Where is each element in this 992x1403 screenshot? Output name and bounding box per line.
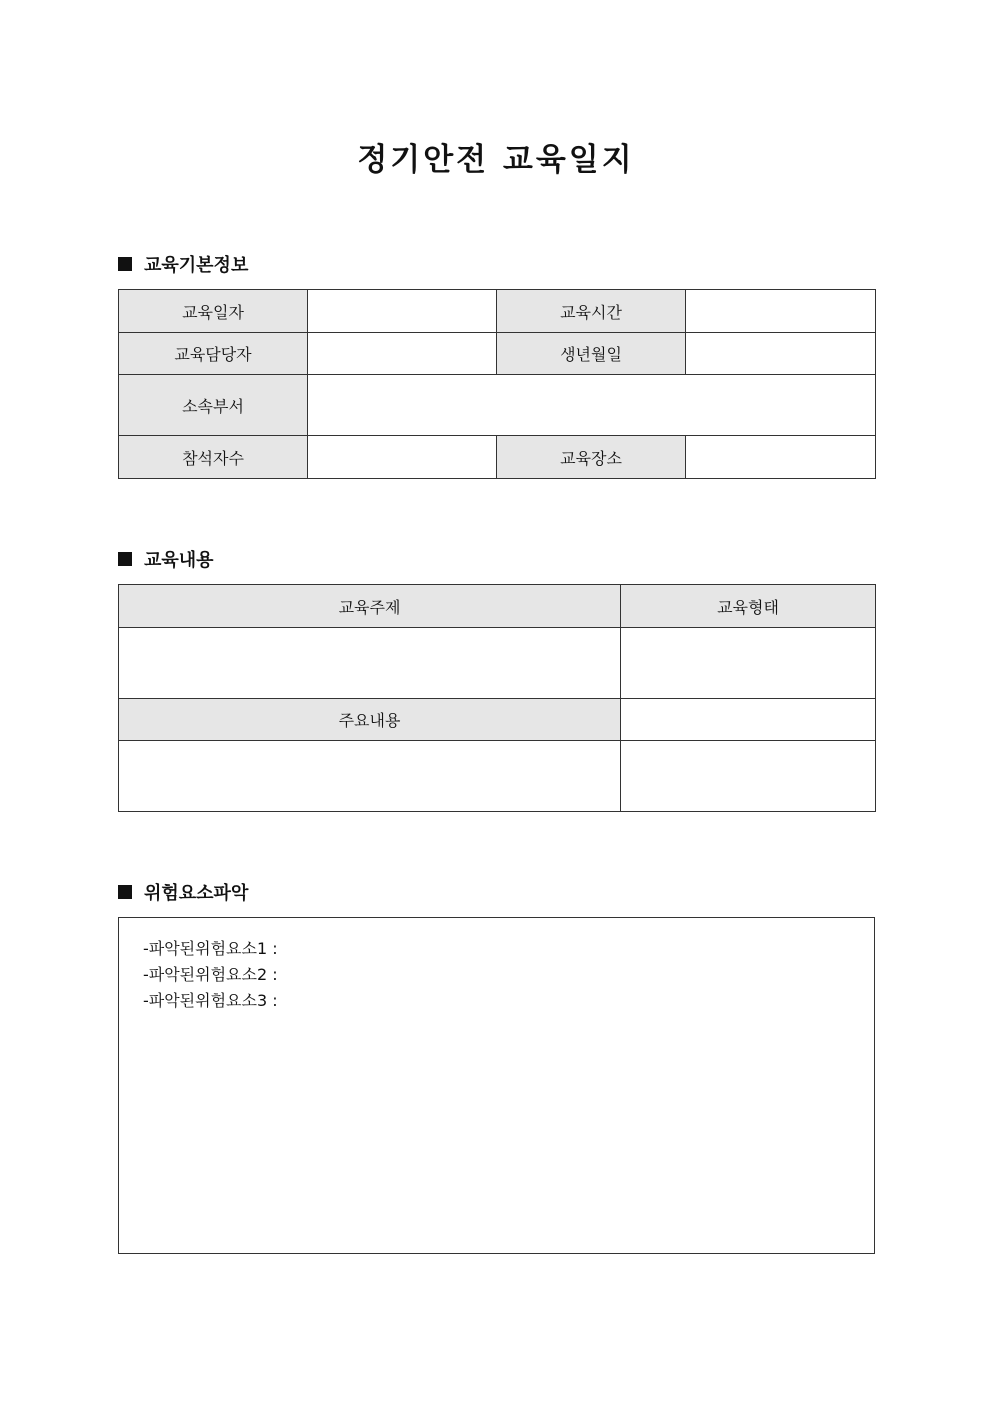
birthdate-label: 생년월일 — [497, 333, 686, 375]
type-field[interactable] — [621, 628, 876, 699]
table-row — [119, 741, 876, 812]
topic-label: 교육주제 — [119, 585, 621, 628]
attendees-label: 참석자수 — [119, 436, 308, 479]
section-heading-content — [118, 547, 214, 571]
section-heading-basic-info — [118, 252, 248, 276]
square-bullet-icon — [118, 257, 132, 271]
main-content-label: 주요내용 — [119, 699, 621, 741]
section-title: 교육기본정보 — [144, 255, 249, 276]
attendees-field[interactable] — [308, 436, 497, 479]
table-row — [119, 375, 876, 436]
page-title: 정기안전 교육일지 — [357, 142, 635, 178]
main-content-field[interactable] — [119, 741, 621, 812]
education-time-label: 교육시간 — [497, 290, 686, 333]
topic-field[interactable] — [119, 628, 621, 699]
risk-list — [143, 936, 874, 1014]
square-bullet-icon — [118, 885, 132, 899]
education-time-field[interactable] — [686, 290, 876, 333]
table-row — [119, 699, 876, 741]
location-label: 교육장소 — [497, 436, 686, 479]
section-title: 위험요소파악 — [144, 883, 249, 904]
birthdate-field[interactable] — [686, 333, 876, 375]
risk-box[interactable] — [118, 917, 875, 1254]
section-title: 교육내용 — [144, 550, 214, 571]
table-row — [119, 585, 876, 628]
table-row — [119, 333, 876, 375]
section-heading-risk — [118, 880, 248, 904]
manager-label: 교육담당자 — [119, 333, 308, 375]
table-row — [119, 436, 876, 479]
education-date-field[interactable] — [308, 290, 497, 333]
risk-item-3: -파악된위험요소3 : — [143, 991, 278, 1010]
table-row — [119, 628, 876, 699]
main-content-side-field[interactable] — [621, 741, 876, 812]
content-table — [118, 584, 876, 812]
department-label: 소속부서 — [119, 375, 308, 436]
type-label: 교육형태 — [621, 585, 876, 628]
manager-field[interactable] — [308, 333, 497, 375]
risk-item-1: -파악된위험요소1 : — [143, 939, 278, 958]
location-field[interactable] — [686, 436, 876, 479]
table-row — [119, 290, 876, 333]
basic-info-table — [118, 289, 876, 479]
type-field-extra[interactable] — [621, 699, 876, 741]
education-date-label: 교육일자 — [119, 290, 308, 333]
risk-item-2: -파악된위험요소2 : — [143, 965, 278, 984]
square-bullet-icon — [118, 552, 132, 566]
department-field[interactable] — [308, 375, 876, 436]
